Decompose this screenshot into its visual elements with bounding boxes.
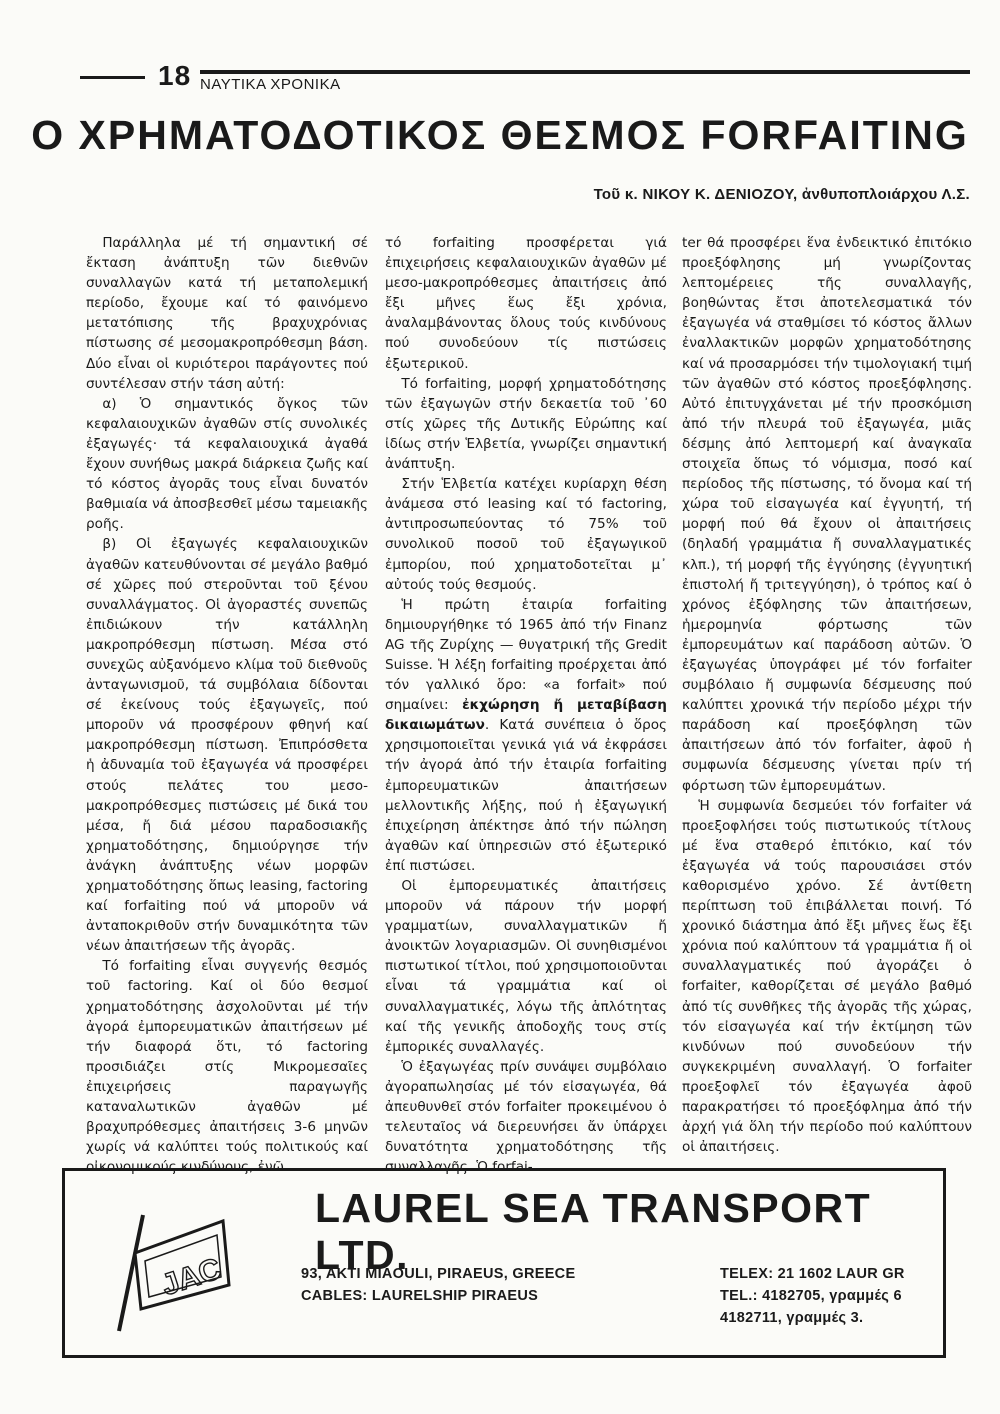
column-1 (86, 233, 368, 1177)
cables-line: CABLES: LAURELSHIP PIRAEUS (301, 1288, 539, 1304)
paragraph: Οἱ ἐμπορευματικές ἀπαιτήσεις μποροῦν νά πάρουν τήν μορφή γραμματίων, συναλλαγματικῶν ἤ ἀνοικτῶν λογαριασμῶν. Οἱ συνηθισμένοι πιστωτικοί τίτλοι, πού χρησιμοποιοῦνται εἶναι τά γραμμάτια καί οἱ συναλλαγματικές, λόγω τῆς ἁπλότητας καί τῆς γενικῆς ἀποδοχῆς τους στίς ἐμπορικές συναλλαγές. (385, 878, 667, 1055)
company-address (301, 1263, 575, 1307)
paragraph: Στήν Ἑλβετία κατέχει κυρίαρχη θέση ἀνάμεσα στό leasing καί τό factoring, ἀντιπροσωπεύοντας τό 75% τοῦ συνολικοῦ ποσοῦ τοῦ ἐξαγωγικοῦ ἐμπορίου, πού χρηματοδοτεῖται μ᾽ αὐτούς τούς θεσμούς. (385, 476, 667, 593)
article-title: Ο ΧΡΗΜΑΤΟΔΟΤΙΚΟΣ ΘΕΣΜΟΣ FORFAITING (31, 112, 969, 158)
paragraph-text: . Κατά συνέπεια ὁ ὅρος χρησιμοποιεῖται γενικά γιά νά ἐκφράσει τήν ἀγορά ἀπό τήν ἑταιρία forfaiting ἐμπορευματικῶν ἀπαιτήσεων μελλοντικῆς λήξης, πού ἡ ἐξαγωγική ἐπιχείρηση ἀπέκτησε ἀπό τήν πώληση ἀγαθῶν καί ὑπηρεσιῶν στό ἐξωτερικό ἐπί πιστώσει. (385, 717, 667, 874)
paragraph: β) Οἱ ἐξαγωγές κεφαλαιουχικῶν ἀγαθῶν κατευθύνονται σέ μεγάλο βαθμό σέ χῶρες πού στεροῦνται τοῦ ξένου συναλλάγματος. Οἱ ἀγοραστές συνεπῶς ἐπιδιώκουν τήν κατάλληλη μακροπρόθεσμη πίστωση. Μέσα στό συνεχῶς αὐξανόμενο κλίμα τοῦ διεθνοῦς ἀνταγωνισμοῦ, τά συμβόλαια δίδονται σέ ἐκείνους τούς ἐξαγωγεῖς, πού μποροῦν νά προσφέρουν φθηνή καί μακροπρόθεσμη πίστωση. Ἐπιπρόσθετα ἡ ἀδυναμία τοῦ ἐξαγωγέα νά προσφέρει στούς πελάτες του μεσο-μακροπρόθεσμες πιστώσεις μέ δικά του μέσα, ἤ διά μέσου παραδοσιακῆς χρηματοδότησης, δημιούργησε τήν ἀνάγκη ἀνάπτυξης νέων μορφῶν χρηματοδότησης ὅπως leasing, factoring καί forfaiting πού νά μποροῦν νά ἀνταποκριθοῦν στήν δυναμικότητα τῶν νέων ἀπαιτήσεων τῆς ἀγορᾶς. (86, 536, 368, 955)
page-header (80, 62, 970, 98)
jac-flag-logo (105, 1209, 235, 1339)
magazine-name: ΝΑΥΤΙΚΑ ΧΡΟΝΙΚΑ (200, 76, 341, 93)
paragraph (385, 595, 667, 876)
emphasis-text: ἐκχώρηση ἤ μεταβίβαση δικαιωμάτων (385, 697, 667, 734)
header-left-rule (80, 76, 145, 79)
column-2 (385, 233, 667, 1177)
logo-text: JAC (157, 1252, 225, 1303)
column-3 (682, 233, 972, 1157)
paragraph: α) Ὁ σημαντικός ὄγκος τῶν κεφαλαιουχικῶν ἀγαθῶν στίς συνολικές ἐξαγωγές· τά κεφαλαιουχικά ἀγαθά ἔχουν συνήθως μακρά διάρκεια ζωῆς καί τό κόστος ἀγορᾶς τους εἶναι δυνατόν βαθμιαία νά ἀποσβεσθεῖ μέσω ταμειακῆς ροῆς. (86, 395, 368, 533)
paragraph: Ὁ ἐξαγωγέας πρίν συνάψει συμβόλαιο ἀγοραπωλησίας μέ τόν εἰσαγωγέα, θά ἀπευθυνθεῖ στόν forfaiter προκειμένου ὁ τελευταῖος νά διερευνήσει ἄν ὑπάρχει δυνατότητα χρηματοδότησης τῆς συναλλαγῆς. Ὁ forfai- (385, 1058, 667, 1176)
company-name: LAUREL SEA TRANSPORT LTD. (315, 1185, 872, 1278)
page-number: 18 (158, 60, 192, 91)
paragraph: Ἡ συμφωνία δεσμεύει τόν forfaiter νά προεξοφλήσει τούς πιστωτικούς τίτλους μέ ἕνα σταθερό ἐπιτόκιο, καί τόν ἐξαγωγέα νά τούς παρουσιάσει στόν καθορισμένο χρόνο. Σέ ἀντίθετη περίπτωση τοῦ ἐπιβάλλεται ποινή. Τό χρονικό διάστημα ἀπό ἔξι μῆνες ἕως ἔξι χρόνια πού καλύπτουν τά γραμμάτια ἤ οἱ συναλλαγματικές πού ἀγοράζει ὁ forfaiter, καθορίζεται σέ μεγάλο βαθμό ἀπό τίς συνθῆκες τῆς ἀγορᾶς τῆς χώρας, τόν εἰσαγωγέα καί τήν ἐκτίμηση τῶν κινδύνων πού συνοδεύουν τήν συγκεκριμένη συναλλαγή. Ὁ forfaiter προεξοφλεῖ τόν ἐξαγωγέα ἀφοῦ παρακρατήσει τό προεξόφλημα ἀπό τήν ἀρχή γιά ὅλη τήν περίοδο πού καλύπτουν οἱ ἀπαιτήσεις. (682, 797, 972, 1156)
paragraph: τό forfaiting προσφέρεται γιά ἐπιχειρήσεις κεφαλαιουχικῶν ἀγαθῶν μέ μεσο-μακροπρόθεσμες ἀπαιτήσεις ἀπό ἔξι μῆνες ἕως ἔξι χρόνια, ἀναλαμβάνοντας ὅλους τούς κινδύνους πού συνοδεύουν τίς πιστώσεις ἐξωτερικοῦ. (385, 235, 667, 372)
paragraph-text: Ἡ πρώτη ἑταιρία forfaiting δημιουργήθηκε τό 1965 ἀπό τήν Finanz AG τῆς Ζυρίχης — θυγατρική τῆς Gredit Suisse. Ἡ λέξη forfaiting προέρχεται ἀπό τόν γαλλικό ὅρο: «a forfait» πού σημαίνει: (385, 596, 667, 714)
telephone-line: TEL.: 4182705, γραμμές 6 (720, 1288, 902, 1304)
company-contact (720, 1263, 905, 1329)
advertisement-box (62, 1168, 946, 1358)
paragraph: ter θά προσφέρει ἕνα ἐνδεικτικό ἐπιτόκιο προεξόφλησης μή γνωρίζοντας λεπτομέρειες τῆς συναλλαγῆς, βοηθώντας ἔτσι ἀποτελεσματικά τόν ἐξαγωγέα νά σταθμίσει τό κόστος ἄλλων ἐναλλακτικῶν μορφῶν χρηματοδότησης καί νά προσαρμόσει τήν τιμολογιακή τιμή τῶν ἀγαθῶν στό κόστος προεξόφλησης. Αὐτό ἐπιτυγχάνεται μέ τήν προσκόμιση ἀπό τήν πλευρά τοῦ ἐξαγωγέα, μιᾶς δέσμης ἀπό λεπτομερή καί ἀναγκαῖα στοιχεῖα ὅπως τό νόμισμα, ποσό καί περίοδος τῆς πίστωσης, τό ὄνομα καί τή χώρα τοῦ εἰσαγωγέα καί ἐγγυητή, τή μορφή πού θά ἔχουν οἱ ἀπαιτήσεις (δηλαδή γραμμάτια ἤ συναλλαγματικές κλπ.), τή μορφή τῆς ἐγγύησης (ἐγγυητική ἐπιστολή ἤ τριτεγγύηση), ὁ τρόπος καί ὁ χρόνος ἐξόφλησης τῶν ἀπαιτήσεων, ἡμερομηνία φόρτωσης τῶν ἐμπορευμάτων καί παράδοση αὐτῶν. Ὁ ἐξαγωγέας ὑπογράφει μέ τόν forfaiter συμβόλαιο ἤ συμφωνία δέσμευσης πού καλύπτει χρονικά τήν περίοδο μέχρι τήν παράδοση καί προεξόφληση τῶν ἀπαιτήσεων ἀπό τόν forfaiter, ἀφοῦ ἡ συμφωνία δέσμευσης γίνεται πρίν τή φόρτωση τῶν ἐμπορευμάτων. (682, 235, 972, 794)
telephone-line: 4182711, γραμμές 3. (720, 1310, 864, 1326)
paragraph: Παράλληλα μέ τή σημαντική σέ ἔκταση ἀνάπτυξη τῶν διεθνῶν συναλλαγῶν κατά τή μεταπολεμική περίοδο, ἔχουμε καί τό φαινόμενο μετατόπισης τῆς βραχυχρόνιας πίστωσης σέ μεσομακροπρόθεσμη βάση. Δύο εἶναι οἱ κυριότεροι παράγοντες πού συντέλεσαν στήν τάση αὐτή: (86, 235, 368, 392)
address-line: 93, AKTI MIAOULI, PIRAEUS, GREECE (301, 1266, 576, 1282)
paragraph: Τό forfaiting εἶναι συγγενής θεσμός τοῦ factoring. Καί οἱ δύο θεσμοί χρηματοδότησης ἀσχολοῦνται μέ τήν ἀγορά ἐμπορευματικῶν ἀπαιτήσεων μέ τήν διαφορά ὅτι, τό factoring προσιδιάζει στίς Μικρομεσαῖες ἐπιχειρήσεις παραγωγῆς καταναλωτικῶν ἀγαθῶν μέ βραχυπρόθεσμες ἀπαιτήσεις 3-6 μηνῶν χωρίς νά καλύπτει τούς πολιτικούς καί οἰκονομικούς κινδύνους, ἐνῶ (86, 958, 368, 1176)
article-byline: Τοῦ κ. ΝΙΚΟΥ Κ. ΔΕΝΙΟΖΟΥ, ἀνθυποπλοιάρχου Λ.Σ. (593, 186, 970, 203)
paragraph: Τό forfaiting, μορφή χρηματοδότησης τῶν ἐξαγωγῶν στήν δεκαετία τοῦ ᾽60 στίς χῶρες τῆς Δυτικῆς Εὐρώπης καί ἰδίως στήν Ἑλβετία, γνωρίζει σημαντική ἀνάπτυξη. (385, 375, 667, 473)
header-right-rule (200, 70, 970, 74)
telex-line: TELEX: 21 1602 LAUR GR (720, 1266, 905, 1282)
